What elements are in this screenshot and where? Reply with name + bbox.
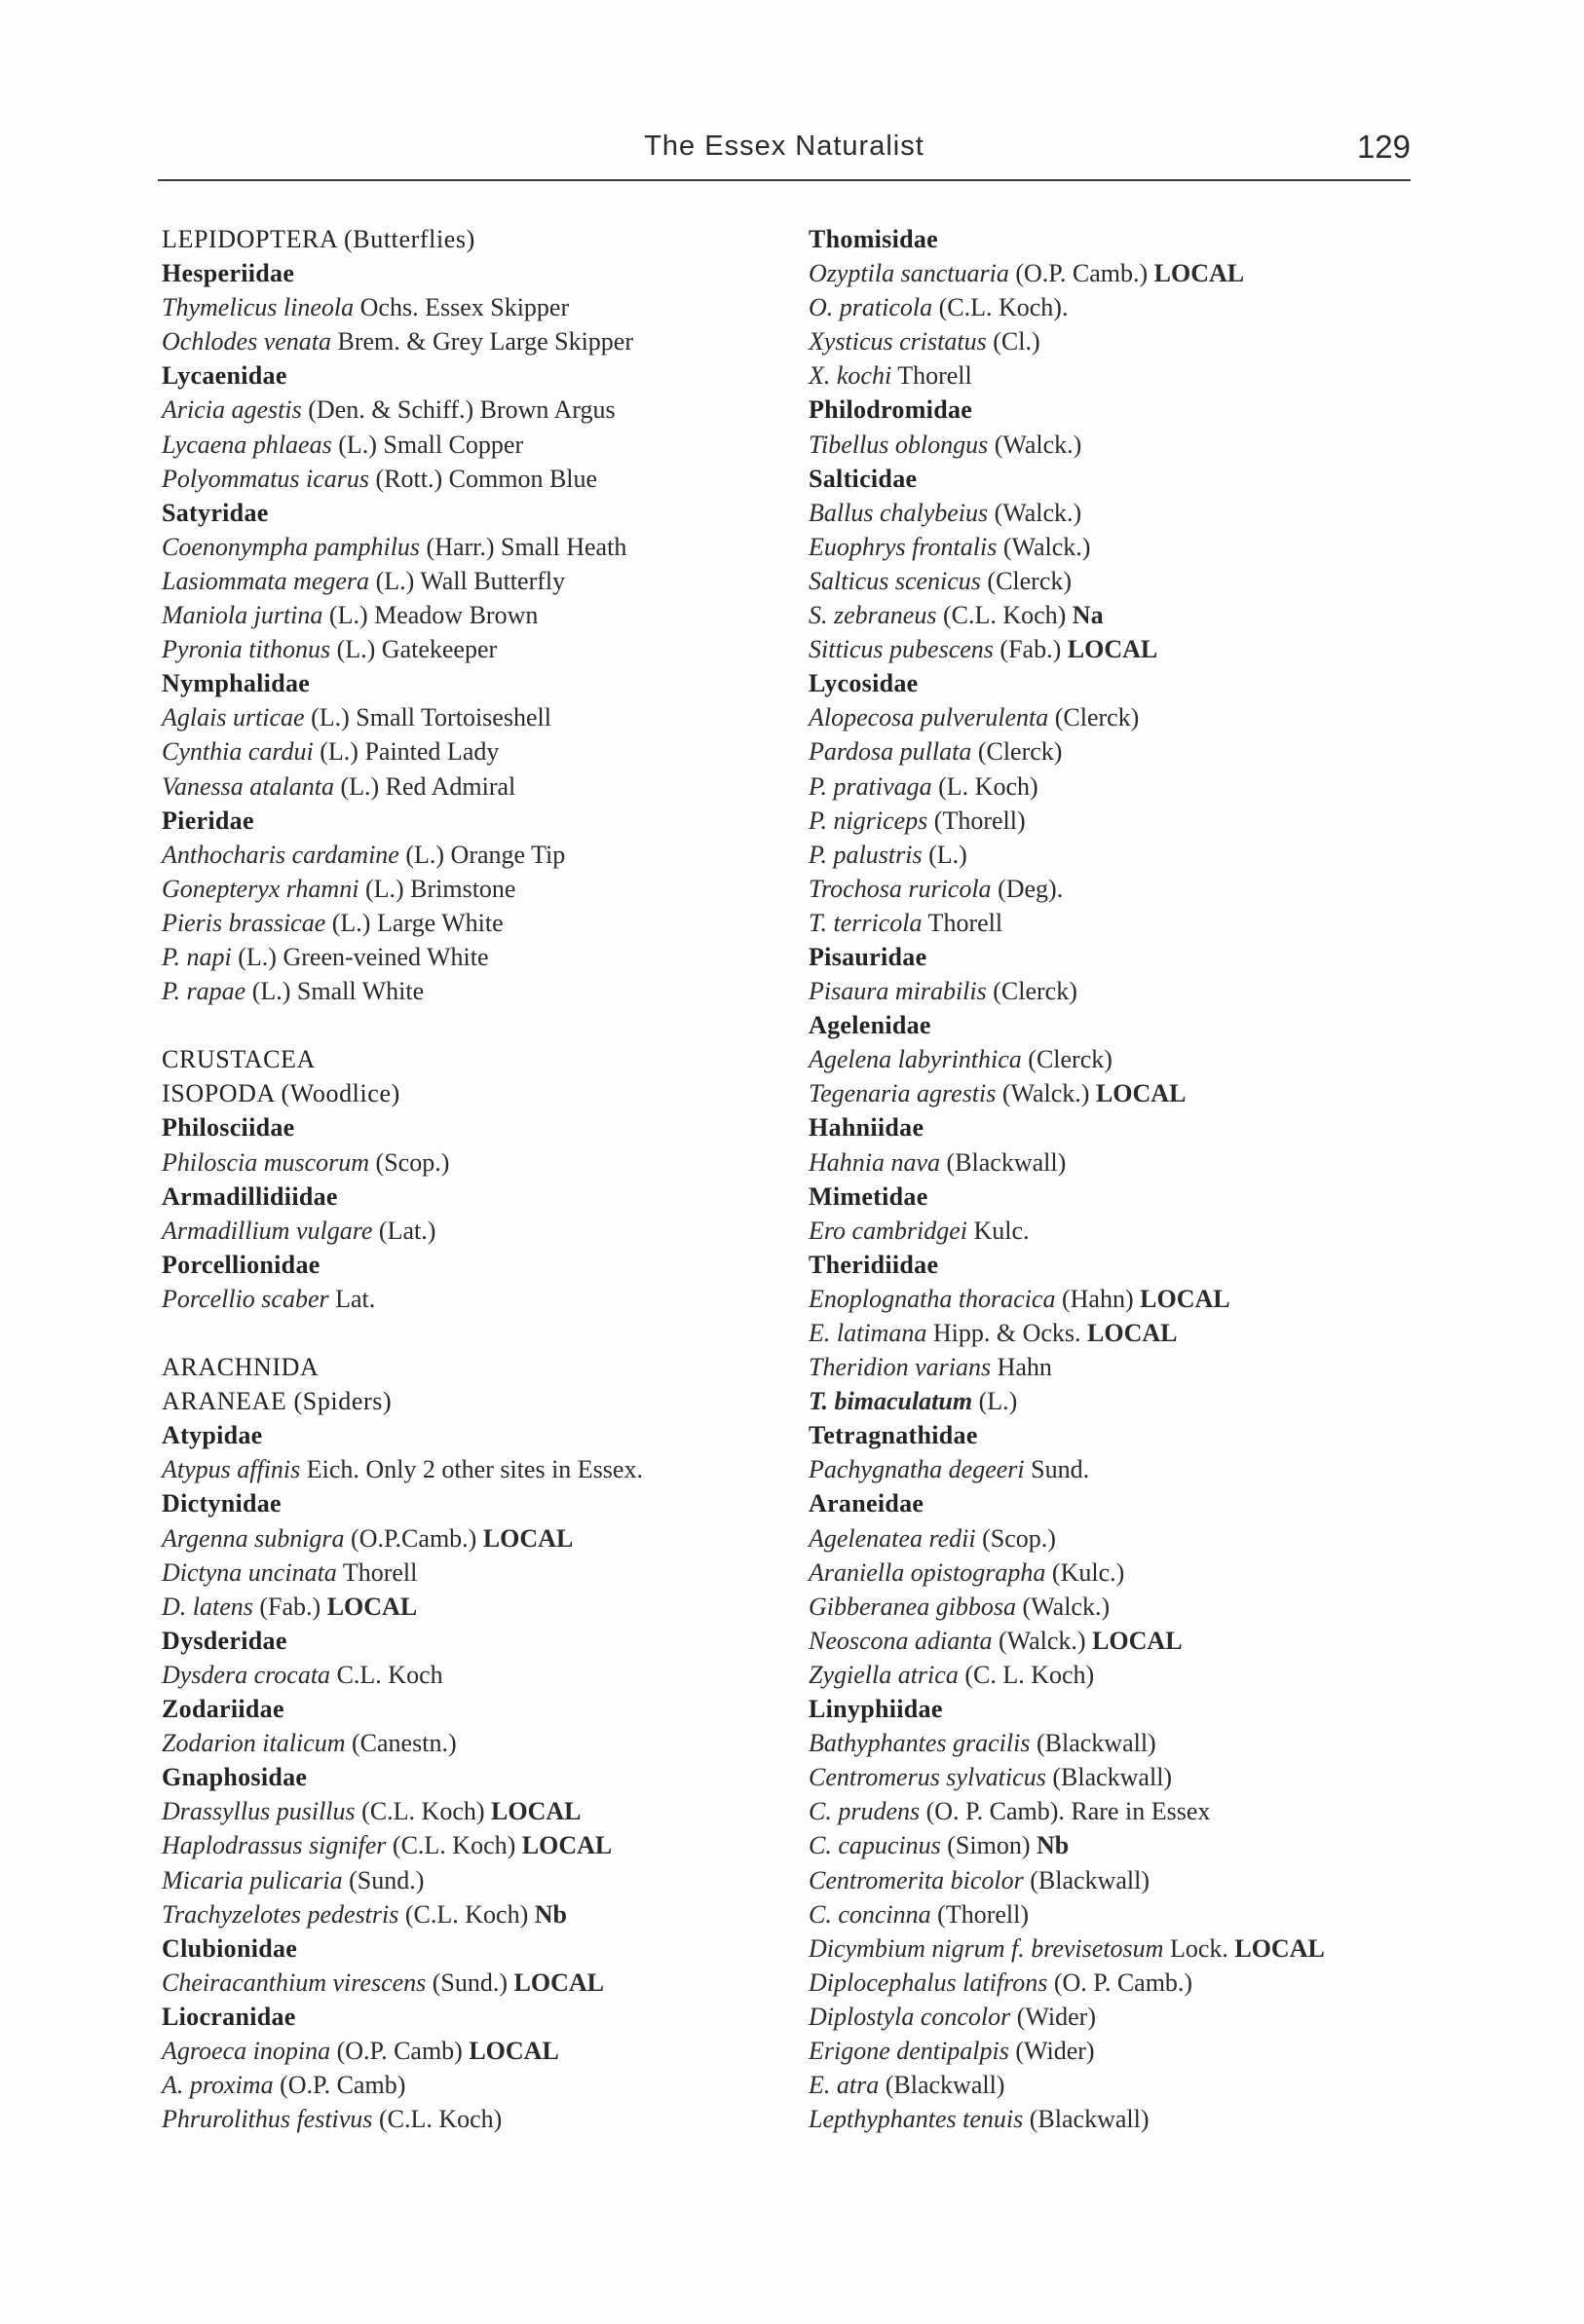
species-entry [162,2102,785,2136]
family-heading: Hahniidae [809,1113,924,1143]
species-name: Centromerita bicolor [809,1865,1024,1894]
status-badge: LOCAL [1234,1933,1325,1963]
species-entry [809,1316,1432,1350]
species-entry [162,1145,785,1180]
species-entry [162,462,785,496]
species-name: Pieris brassicae [162,908,326,937]
species-entry [162,906,785,940]
family-heading: Mimetidae [809,1181,928,1211]
species-authority: Thorell [891,361,972,391]
species-entry [162,1897,785,1931]
species-authority: (Fab.) [252,1592,321,1621]
species-name: Coenonympha pamphilus [162,532,421,561]
species-authority: Hahn [991,1353,1052,1382]
species-name: Drassyllus pusillus [162,1797,356,1826]
species-authority: (Cl.) [986,327,1040,356]
species-authority: (L.) Orange Tip [398,840,566,869]
species-entry [162,1828,785,1862]
species-authority: (Thorell) [930,1899,1029,1929]
family-heading: Satyridae [162,498,269,527]
status-badge: Na [1072,601,1104,630]
species-authority: Eich. Only 2 other sites in Essex. [300,1455,643,1484]
family-heading: Tetragnathidae [809,1421,978,1450]
species-entry [809,1556,1432,1590]
species-entry [162,872,785,906]
species-entry [809,496,1432,530]
species-authority: (Blackwall) [1045,1763,1173,1792]
species-entry [809,804,1432,838]
species-name: Maniola jurtina [162,601,323,630]
species-entry [162,2034,785,2068]
species-entry [809,734,1432,768]
status-badge: LOCAL [482,1523,574,1553]
species-name: P. prativaga [809,771,932,801]
species-name: Neoscona adianta [809,1626,993,1655]
species-entry [162,1966,785,2000]
species-name: Cheiracanthium virescens [162,1968,427,1997]
species-entry [162,1214,785,1248]
species-entry [809,1282,1432,1316]
species-entry [809,428,1432,462]
species-authority: (Sund.) [426,1968,509,1997]
species-authority: (Clerck) [971,737,1063,767]
species-authority: (Clerck) [986,977,1077,1006]
species-entry [162,2068,785,2102]
species-authority: (Walck.) [988,430,1082,459]
species-name: T. terricola [809,908,923,937]
species-authority: (Blackwall) [1023,1865,1150,1894]
species-name: Tegenaria agrestis [809,1079,997,1108]
species-entry [162,1658,785,1692]
species-entry [809,1624,1432,1658]
species-entry [162,324,785,358]
species-authority: (C.L. Koch) [386,1831,516,1860]
species-name: P. palustris [809,840,923,869]
family-heading: Porcellionidae [162,1250,321,1279]
family-heading: Philosciidae [162,1113,295,1143]
species-name: Ochlodes venata [162,327,332,356]
species-entry [162,632,785,666]
species-name: Armadillium vulgare [162,1216,373,1245]
species-entry [809,256,1432,290]
species-authority: (L.) Gatekeeper [330,635,498,664]
species-name: T. bimaculatum [809,1387,973,1416]
species-authority: (C. L. Koch) [958,1660,1095,1689]
species-name: Dysdera crocata [162,1660,331,1689]
species-name: Bathyphantes gracilis [809,1729,1031,1758]
species-name: Xysticus cristatus [809,327,987,356]
species-authority: (C.L. Koch) [372,2105,503,2134]
species-entry [162,530,785,564]
species-authority: (L. Koch) [931,771,1038,801]
species-entry [809,2068,1432,2102]
species-entry [809,1794,1432,1828]
family-heading: Nymphalidae [162,669,311,698]
species-entry [162,838,785,872]
species-authority: (Kulc.) [1045,1557,1125,1587]
family-heading: Lycaenidae [162,361,287,391]
species-name: Agelena labyrinthica [809,1045,1022,1074]
species-name: Argenna subnigra [162,1523,345,1553]
species-name: Salticus scenicus [809,566,981,595]
species-name: Micaria pulicaria [162,1865,343,1894]
species-authority: Brem. & Grey Large Skipper [331,327,634,356]
taxon-group-heading: ARACHNIDA [162,1353,320,1382]
species-authority: (Walck.) [1016,1592,1111,1621]
species-authority: (Rott.) Common Blue [369,464,598,493]
species-authority: (Wider) [1010,2002,1097,2031]
species-authority: (O. P. Camb.) [1047,1968,1193,1997]
species-authority: (Clerck) [980,566,1073,595]
species-name: Theridion varians [809,1353,992,1382]
species-authority: (Blackwall) [1030,1729,1156,1758]
family-heading: Dictynidae [162,1489,282,1518]
species-name: P. napi [162,942,232,971]
family-heading: Hesperiidae [162,259,295,288]
species-entry [809,1726,1432,1760]
species-name: Gibberanea gibbosa [809,1592,1017,1621]
species-entry [162,1794,785,1828]
family-heading: Liocranidae [162,2002,296,2031]
species-authority: (Sund.) [342,1865,425,1894]
status-badge: LOCAL [1095,1079,1187,1108]
species-authority: (L.) Wall Butterfly [369,566,566,595]
species-name: Ero cambridgei [809,1216,967,1245]
status-badge: Nb [1037,1831,1070,1860]
status-badge: Nb [534,1899,567,1929]
species-entry [162,700,785,734]
species-entry [809,1384,1432,1418]
species-name: Porcellio scaber [162,1284,329,1313]
species-authority: (L.) [972,1387,1018,1416]
species-name: Thymelicus lineola [162,293,355,322]
species-name: Zodarion italicum [162,1729,346,1758]
family-heading: Agelenidae [809,1011,931,1040]
species-authority: (Walck.) [992,1626,1086,1655]
species-entry [809,2034,1432,2068]
species-name: Hahnia nava [809,1147,941,1177]
species-entry [809,1658,1432,1692]
species-entry [809,769,1432,804]
species-name: Haplodrassus signifer [162,1831,387,1860]
page-header [158,127,1411,171]
family-heading: Salticidae [809,464,918,493]
species-name: A. proxima [162,2071,274,2100]
species-name: P. rapae [162,977,246,1006]
species-authority: (C.L. Koch) [936,601,1067,630]
family-heading: Pieridae [162,806,254,835]
status-badge: LOCAL [326,1592,418,1621]
species-entry [809,1760,1432,1794]
species-authority: (Blackwall) [1023,2105,1150,2134]
species-authority: (L.) Small Copper [331,430,524,459]
species-authority: C.L. Koch [330,1660,443,1689]
species-authority: (L.) Green-veined White [231,942,489,971]
species-entry [162,1590,785,1624]
species-name: Erigone dentipalpis [809,2036,1009,2065]
species-name: Centromerus sylvaticus [809,1763,1046,1792]
species-authority: (Wider) [1008,2036,1095,2065]
species-name: C. prudens [809,1797,921,1826]
species-entry [162,1282,785,1316]
species-name: Alopecosa pulverulenta [809,703,1049,732]
species-authority: (Lat.) [372,1216,436,1245]
species-entry [809,1214,1432,1248]
species-name: E. latimana [809,1319,927,1347]
species-name: Euophrys frontalis [809,532,998,561]
page-number: 129 [1356,129,1411,165]
species-authority: (Simon) [940,1831,1031,1860]
species-authority: (Clerck) [1021,1045,1113,1074]
species-entry [809,974,1432,1008]
species-entry [809,1897,1432,1931]
species-name: E. atra [809,2071,880,2100]
family-heading: Araneidae [809,1489,924,1518]
species-authority: Lock. [1163,1933,1228,1963]
species-name: Diplocephalus latifrons [809,1968,1048,1997]
species-entry [809,1828,1432,1862]
species-entry [162,564,785,598]
species-authority: (Canestn.) [345,1729,457,1758]
species-authority: (C.L. Koch) [398,1899,529,1929]
species-entry [162,1521,785,1556]
species-name: Pisaura mirabilis [809,977,987,1006]
status-badge: LOCAL [491,1797,582,1826]
status-badge: LOCAL [1067,635,1158,664]
species-name: X. kochi [809,361,892,391]
species-name: Trochosa ruricola [809,874,992,903]
family-heading: Thomisidae [809,225,939,253]
species-authority: (O.P. Camb) [330,2036,463,2065]
species-entry [809,1966,1432,2000]
species-name: Ozyptila sanctuaria [809,259,1009,288]
taxon-group-heading: ISOPODA (Woodlice) [162,1079,400,1108]
species-authority: (L.) [922,840,967,869]
species-name: Araniella opistographa [809,1557,1046,1587]
species-entry [162,974,785,1008]
species-name: Agroeca inopina [162,2036,331,2065]
left-column [162,222,785,2136]
species-entry [809,598,1432,632]
family-heading: Gnaphosidae [162,1763,308,1792]
species-name: Ballus chalybeius [809,498,989,527]
species-entry [809,358,1432,393]
species-name: Anthocharis cardamine [162,840,399,869]
species-entry [162,393,785,427]
species-name: Pyronia tithonus [162,635,331,664]
species-entry [809,1931,1432,1966]
family-heading: Theridiidae [809,1250,939,1279]
species-name: Aricia agestis [162,395,302,425]
species-name: S. zebraneus [809,601,937,630]
species-authority: (O.P.Camb.) [344,1523,477,1553]
species-entry [162,290,785,324]
species-name: Trachyzelotes pedestris [162,1899,399,1929]
status-badge: LOCAL [1153,259,1245,288]
species-entry [162,769,785,804]
species-authority: (L.) Brimstone [358,874,516,903]
species-name: Lycaena phlaeas [162,430,332,459]
species-entry [162,1863,785,1897]
species-name: Cynthia cardui [162,737,314,767]
species-entry [809,530,1432,564]
family-heading: Lycosidae [809,669,919,698]
species-entry [809,290,1432,324]
species-entry [809,2000,1432,2034]
species-entry [809,906,1432,940]
right-column [809,222,1432,2136]
family-heading: Atypidae [162,1421,263,1450]
species-authority: Sund. [1024,1455,1090,1484]
species-entry [809,2102,1432,2136]
species-authority: (O.P. Camb.) [1008,259,1149,288]
species-entry [809,872,1432,906]
species-authority: Kulc. [966,1216,1030,1245]
family-heading: Zodariidae [162,1695,284,1724]
species-entry [809,838,1432,872]
species-authority: (Scop.) [369,1147,450,1177]
species-entry [162,598,785,632]
taxon-group-heading: ARANEAE (Spiders) [162,1387,393,1416]
family-heading: Clubionidae [162,1933,298,1963]
species-name: D. latens [162,1592,253,1621]
species-name: Pardosa pullata [809,737,972,767]
species-authority: (Thorell) [927,806,1026,835]
species-name: Atypus affinis [162,1455,301,1484]
species-name: P. nigriceps [809,806,928,835]
family-heading: Armadillidiidae [162,1181,338,1211]
species-name: O. praticola [809,293,933,322]
species-authority: (Walck.) [997,532,1091,561]
species-name: Phrurolithus festivus [162,2105,373,2134]
species-entry [809,1452,1432,1486]
species-name: Dictyna uncinata [162,1557,337,1587]
species-entry [162,1726,785,1760]
journal-title: The Essex Naturalist [644,131,924,162]
species-authority: (C.L. Koch). [932,293,1069,322]
species-authority: Lat. [328,1284,376,1313]
status-badge: LOCAL [469,2036,559,2065]
species-authority: (Scop.) [975,1523,1056,1553]
species-entry [162,734,785,768]
species-entry [809,1590,1432,1624]
species-name: Enoplognatha thoracica [809,1284,1056,1313]
species-entry [809,564,1432,598]
species-name: C. concinna [809,1899,931,1929]
species-authority: (Hahn) [1055,1284,1134,1313]
species-name: Dicymbium nigrum f. brevisetosum [809,1933,1164,1963]
species-name: Pachygnatha degeeri [809,1455,1025,1484]
species-authority: (O.P. Camb) [273,2071,406,2100]
section-spacer [162,1008,785,1042]
family-heading: Philodromidae [809,395,973,425]
species-entry [809,1042,1432,1076]
species-name: Lepthyphantes tenuis [809,2105,1024,2134]
status-badge: LOCAL [1087,1319,1178,1347]
species-name: Polyommatus icarus [162,464,370,493]
species-authority: (L.) Meadow Brown [322,601,539,630]
species-name: C. capucinus [809,1831,941,1860]
species-entry [809,632,1432,666]
species-authority: Ochs. Essex Skipper [354,293,570,322]
species-authority: (O. P. Camb). Rare in Essex [920,1797,1211,1826]
species-authority: (L.) Small Tortoiseshell [304,703,551,732]
species-name: Diplostyla concolor [809,2002,1011,2031]
species-entry [162,1556,785,1590]
species-entry [809,1145,1432,1180]
species-name: Sitticus pubescens [809,635,994,664]
species-entry [809,700,1432,734]
status-badge: LOCAL [521,1831,613,1860]
species-authority: (Blackwall) [879,2071,1005,2100]
species-name: Aglais urticae [162,703,305,732]
family-heading: Linyphiidae [809,1695,943,1724]
species-name: Agelenatea redii [809,1523,976,1553]
species-name: Vanessa atalanta [162,771,334,801]
species-name: Gonepteryx rhamni [162,874,359,903]
species-authority: Thorell [922,908,1003,937]
species-authority: (Walck.) [988,498,1082,527]
species-authority: (L.) Large White [325,908,504,937]
species-authority: (Den. & Schiff.) Brown Argus [301,395,616,425]
species-authority: (C.L. Koch) [355,1797,485,1826]
species-authority: (Harr.) Small Heath [420,532,627,561]
species-entry [162,940,785,974]
species-authority: (Blackwall) [940,1147,1067,1177]
species-entry [809,1076,1432,1110]
species-authority: (Fab.) [993,635,1062,664]
species-authority: (Clerck) [1048,703,1140,732]
species-name: Lasiommata megera [162,566,370,595]
family-heading: Dysderidae [162,1626,287,1655]
species-authority: (Walck.) [996,1079,1090,1108]
species-name: Zygiella atrica [809,1660,959,1689]
species-name: Tibellus oblongus [809,430,989,459]
taxon-group-heading: CRUSTACEA [162,1045,316,1074]
species-authority: (L.) Red Admiral [333,771,516,801]
status-badge: LOCAL [513,1968,605,1997]
status-badge: LOCAL [1140,1284,1230,1313]
species-entry [162,1452,785,1486]
section-spacer [162,1316,785,1350]
species-authority: (L.) Painted Lady [313,737,500,767]
species-authority: (L.) Small White [245,977,425,1006]
species-entry [809,1350,1432,1384]
species-authority: (Deg). [991,874,1064,903]
species-entry [809,1521,1432,1556]
species-entry [809,1863,1432,1897]
species-authority: Thorell [336,1557,418,1587]
status-badge: LOCAL [1092,1626,1183,1655]
species-entry [809,324,1432,358]
species-authority: Hipp. & Ocks. [926,1319,1081,1347]
header-rule [158,179,1411,181]
family-heading: Pisauridae [809,942,927,971]
species-name: Philoscia muscorum [162,1147,370,1177]
species-entry [162,428,785,462]
taxon-group-heading: LEPIDOPTERA (Butterflies) [162,225,475,253]
